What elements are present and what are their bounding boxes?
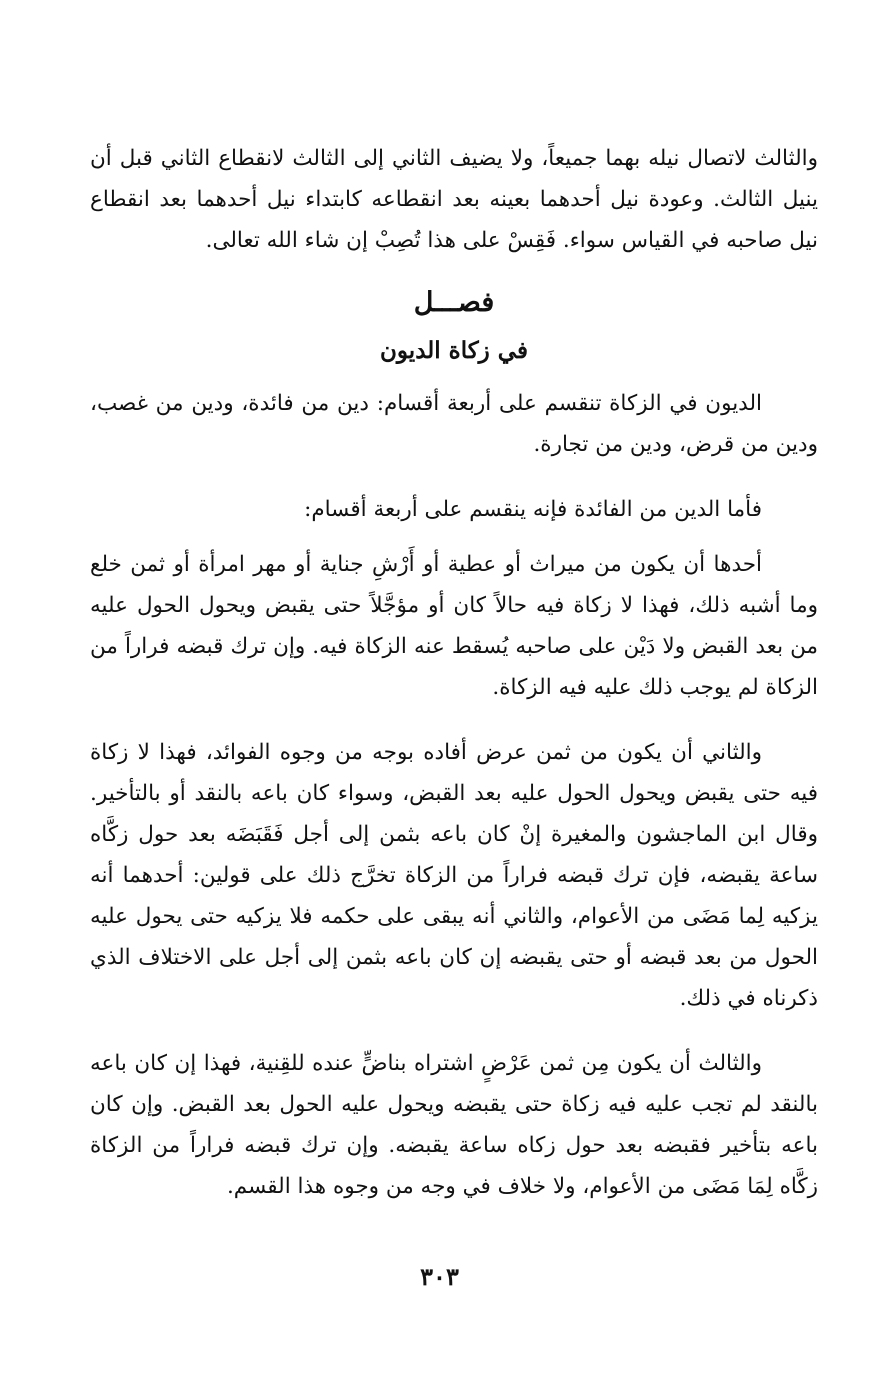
paragraph-debts-division: الديون في الزكاة تنقسم على أربعة أقسام: دين من فائدة، ودين من غصب، ودين من قرض، ودين من تجارة. (90, 391, 818, 457)
page-number: ٣٠٣ (420, 1262, 459, 1291)
page-body (90, 138, 818, 1207)
section-heading: فصـــل (413, 287, 495, 318)
paragraph-benefit-intro: فأما الدين من الفائدة فإنه ينقسم على أربعة أقسام: (304, 497, 762, 522)
paragraph-intro: والثالث لاتصال نيله بهما جميعاً، ولا يضيف الثاني إلى الثالث لانقطاع الثاني قبل أن ينيل الثالث. وعودة نيل أحدهما بعينه بعد انقطاعه كابتداء نيل أحدهما بعد انقطاع نيل صاحبه في القياس سواء. فَقِسْ على هذا تُصِبْ إن شاء الله تعالى. (90, 146, 818, 253)
paragraph-first-type: أحدها أن يكون من ميراث أو عطية أو أَرْشِ جناية أو مهر امرأة أو ثمن خلع وما أشبه ذلك، فهذا لا زكاة فيه حالاً كان أو مؤجَّلاً حتى يقبض ويحول الحول عليه من بعد القبض ولا دَيْن على صاحبه يُسقط عنه الزكاة فيه. وإن ترك قبضه فراراً من الزكاة لم يوجب ذلك عليه فيه الزكاة. (90, 552, 818, 700)
paragraph-second-type: والثاني أن يكون من ثمن عرض أفاده بوجه من وجوه الفوائد، فهذا لا زكاة فيه حتى يقبض ويحول الحول عليه بعد القبض، وسواء كان باعه بالنقد أو بالتأخير. وقال ابن الماجشون والمغيرة إنْ كان باعه بثمن إلى أجل فَقَبَضَه بعد حول زكَّاه ساعة يقبضه، فإن ترك قبضه فراراً من الزكاة تخرَّج ذلك على قولين: أحدهما أنه يزكيه لِما مَضَى من الأعوام، والثاني أنه يبقى على حكمه فلا يزكيه حتى يحول عليه الحول من بعد قبضه أو حتى يقبضه إن كان باعه بثمن إلى أجل على الاختلاف الذي ذكرناه في ذلك. (90, 740, 818, 1011)
paragraph-third-type: والثالث أن يكون مِن ثمن عَرْضٍ اشتراه بناضٍّ عنده للقِنية، فهذا إن كان باعه بالنقد لم تجب عليه فيه زكاة حتى يقبضه ويحول عليه الحول بعد القبض. وإن كان باعه بتأخير فقبضه بعد حول زكاه ساعة يقبضه. وإن ترك قبضه فراراً من الزكاة زكَّاه لِمَا مَضَى من الأعوام، ولا خلاف في وجه من وجوه هذا القسم. (90, 1051, 818, 1199)
section-subheading: في زكاة الديون (380, 337, 528, 364)
